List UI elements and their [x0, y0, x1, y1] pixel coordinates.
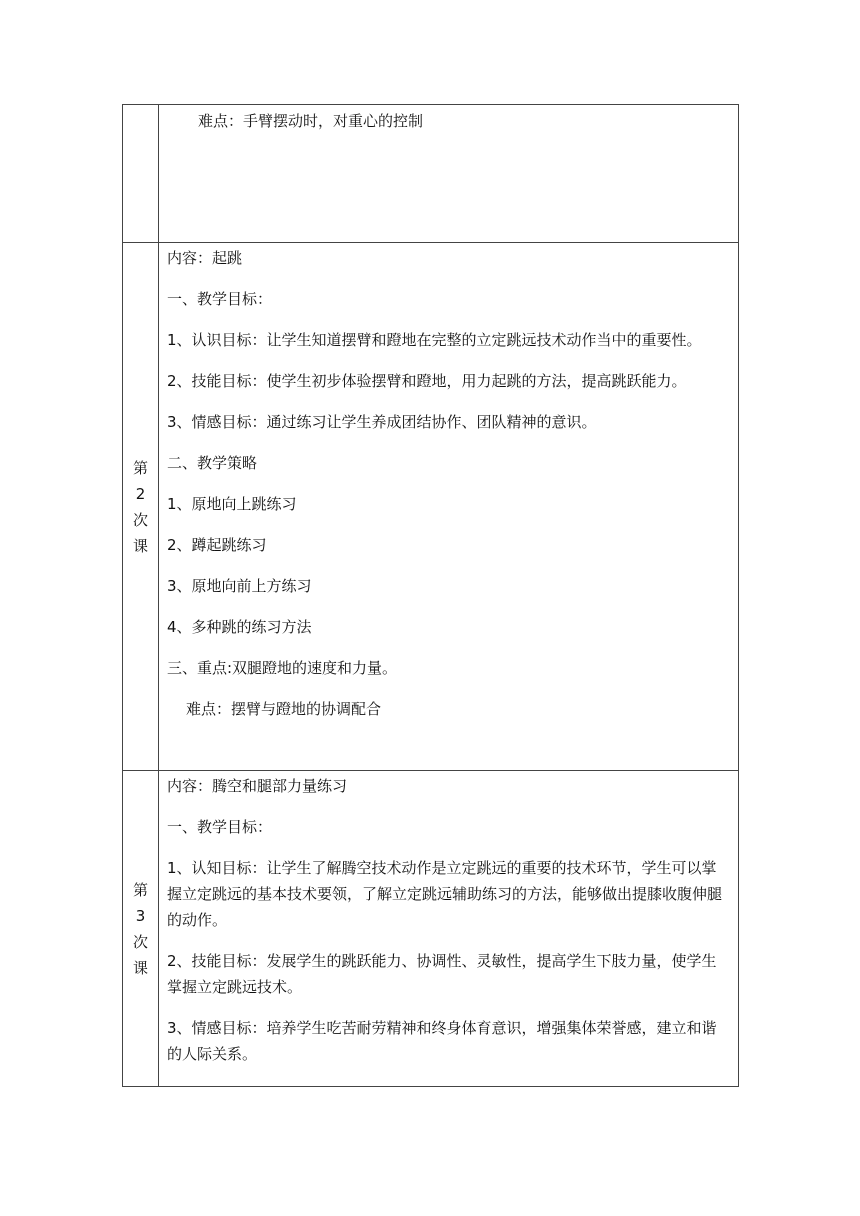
strategy-item: 1、原地向上跳练习 — [167, 495, 297, 513]
section-heading: 一、教学目标： — [167, 290, 273, 308]
goal-item: 3、情感目标：培养学生吃苦耐劳精神和终身体育意识，增强集体荣誉感，建立和谐的人际关系。 — [167, 1019, 717, 1063]
strategy-item: 4、多种跳的练习方法 — [167, 618, 312, 636]
difficulty-line: 难点：手臂摆动时，对重心的控制 — [198, 112, 424, 130]
content-title: 内容：腾空和腿部力量练习 — [167, 777, 348, 795]
lesson-label: 第3次课 — [132, 880, 148, 977]
content-title: 内容：起跳 — [167, 249, 243, 267]
goal-item: 3、情感目标：通过练习让学生养成团结协作、团队精神的意识。 — [167, 413, 597, 431]
goal-item: 1、认知目标：让学生了解腾空技术动作是立定跳远的重要的技术环节，学生可以掌握立定跳远的基本技术要领，了解立定跳远辅助练习的方法，能够做出提膝收腹伸腿的动作。 — [167, 859, 723, 929]
lesson-plan-table — [122, 104, 739, 1087]
table-row — [123, 105, 739, 243]
lesson-content-cell — [159, 771, 739, 1087]
table-row — [123, 243, 739, 771]
lesson-content-cell — [159, 105, 739, 243]
lesson-label-cell — [123, 105, 159, 243]
section-heading: 一、教学目标： — [167, 818, 273, 836]
goal-item: 2、技能目标：使学生初步体验摆臂和蹬地，用力起跳的方法，提高跳跃能力。 — [167, 372, 687, 390]
key-point-line: 三、重点:双腿蹬地的速度和力量。 — [167, 659, 398, 677]
lesson-label-cell — [123, 243, 159, 771]
goal-item: 2、技能目标：发展学生的跳跃能力、协调性、灵敏性，提高学生下肢力量，使学生掌握立定跳远技术。 — [167, 952, 717, 996]
table-row — [123, 771, 739, 1087]
lesson-label-cell — [123, 771, 159, 1087]
lesson-label: 第2次课 — [132, 458, 148, 555]
goal-item: 1、认识目标：让学生知道摆臂和蹬地在完整的立定跳远技术动作当中的重要性。 — [167, 331, 702, 349]
lesson-content-cell — [159, 243, 739, 771]
strategy-item: 2、蹲起跳练习 — [167, 536, 267, 554]
section-heading: 二、教学策略 — [167, 454, 258, 472]
strategy-item: 3、原地向前上方练习 — [167, 577, 312, 595]
difficulty-line: 难点：摆臂与蹬地的协调配合 — [186, 700, 382, 718]
